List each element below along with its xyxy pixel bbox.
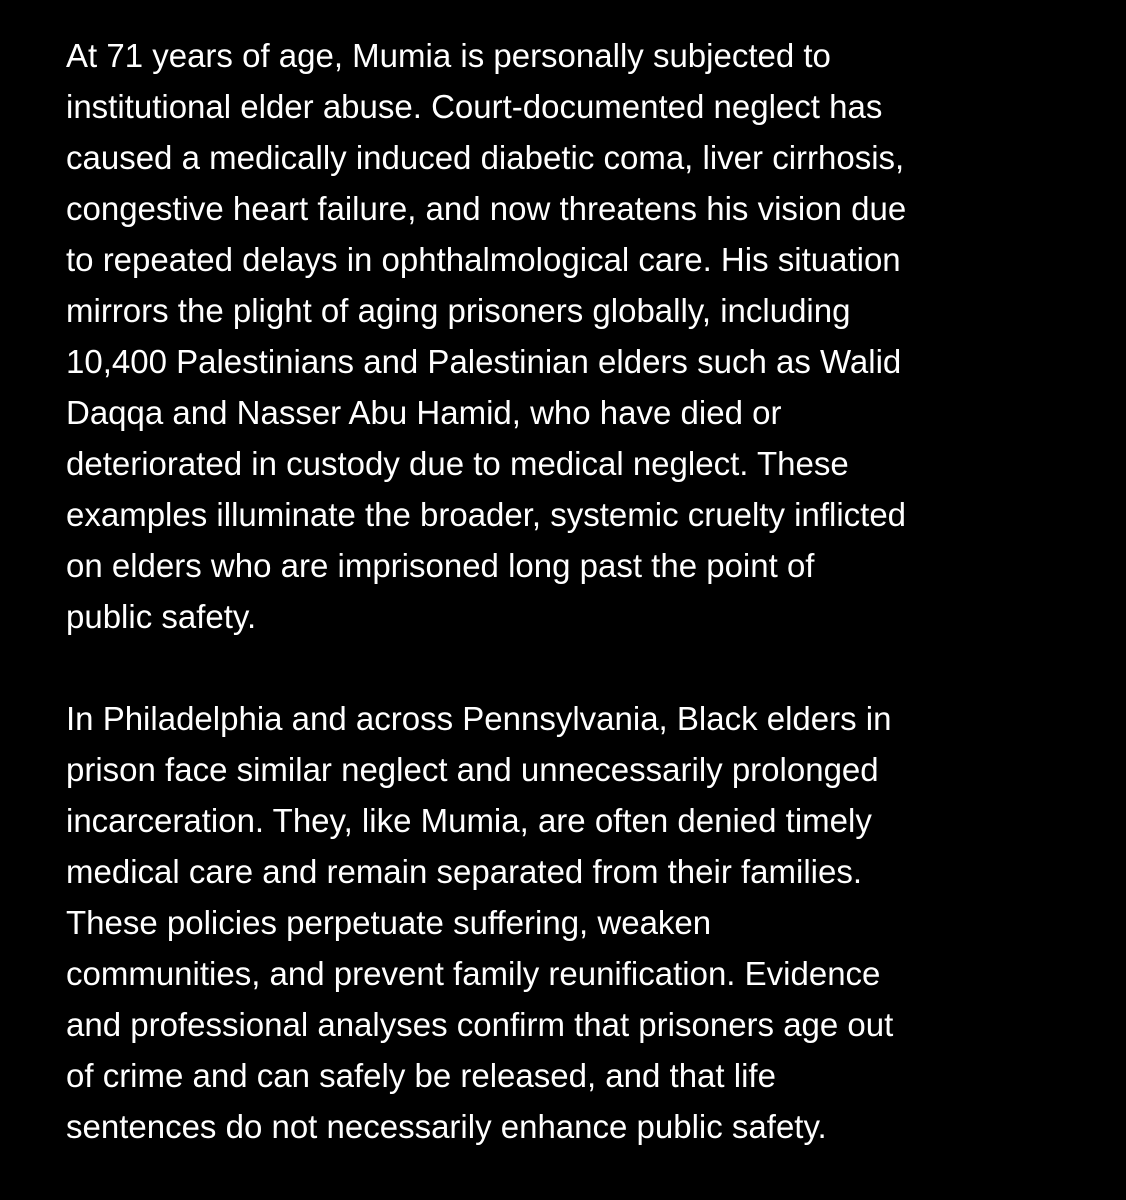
paragraph-line: examples illuminate the broader, systemic cruelty inflicted <box>66 496 907 533</box>
paragraph-line: congestive heart failure, and now threatens his vision due <box>66 190 907 227</box>
paragraph-line: of crime and can safely be released, and that life <box>66 1057 776 1094</box>
paragraph-line: medical care and remain separated from their families. <box>66 853 863 890</box>
paragraph-line: sentences do not necessarily enhance public safety. <box>66 1108 827 1145</box>
paragraph-spacer <box>66 642 1066 693</box>
paragraph-line: and professional analyses confirm that prisoners age out <box>66 1006 894 1043</box>
paragraph-line: deteriorated in custody due to medical neglect. These <box>66 445 849 482</box>
paragraph-1 <box>66 30 1066 642</box>
paragraph-line: institutional elder abuse. Court-documented neglect has <box>66 88 883 125</box>
paragraph-line: mirrors the plight of aging prisoners globally, including <box>66 292 851 329</box>
paragraph-2 <box>66 693 1066 1152</box>
paragraph-line: caused a medically induced diabetic coma, liver cirrhosis, <box>66 139 905 176</box>
document-body <box>66 30 1066 1152</box>
paragraph-line: to repeated delays in ophthalmological care. His situation <box>66 241 901 278</box>
paragraph-line: 10,400 Palestinians and Palestinian elders such as Walid <box>66 343 902 380</box>
paragraph-line: These policies perpetuate suffering, weaken <box>66 904 712 941</box>
paragraph-line: At 71 years of age, Mumia is personally subjected to <box>66 37 831 74</box>
paragraph-line: In Philadelphia and across Pennsylvania, Black elders in <box>66 700 892 737</box>
paragraph-line: on elders who are imprisoned long past the point of <box>66 547 815 584</box>
paragraph-line: public safety. <box>66 598 257 635</box>
paragraph-line: prison face similar neglect and unnecessarily prolonged <box>66 751 879 788</box>
paragraph-line: communities, and prevent family reunification. Evidence <box>66 955 881 992</box>
paragraph-line: Daqqa and Nasser Abu Hamid, who have died or <box>66 394 782 431</box>
paragraph-line: incarceration. They, like Mumia, are often denied timely <box>66 802 872 839</box>
